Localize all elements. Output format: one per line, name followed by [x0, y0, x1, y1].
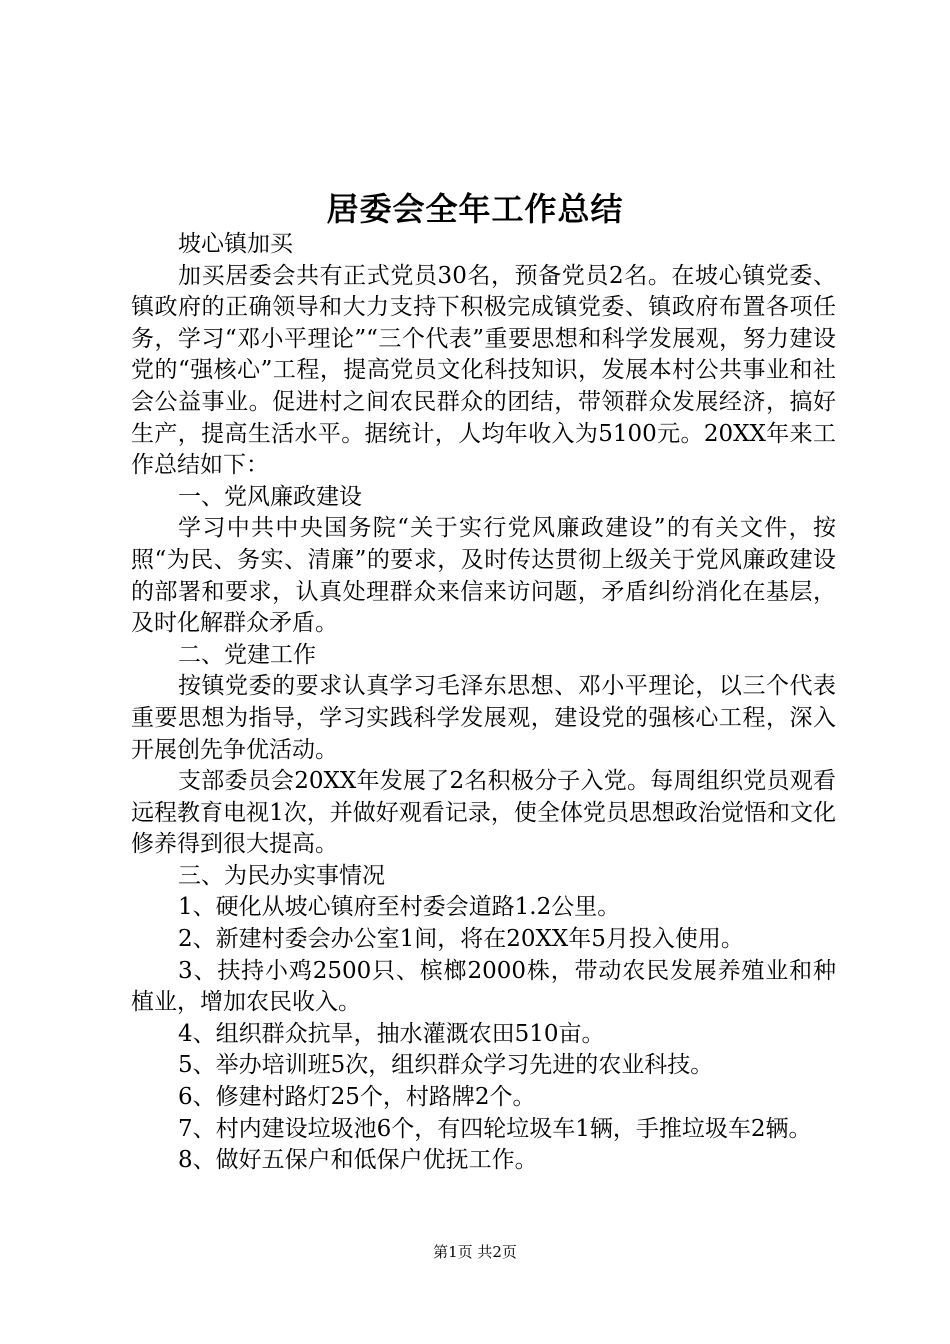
paragraph-section-2b: 支部委员会20XX年发展了2名积极分子入党。每周组织党员观看远程教育电视1次，并做好观看记录，使全体党员思想政治觉悟和文化修养得到很大提高。 — [131, 768, 836, 858]
list-item: 6、修建村路灯25个，村路牌2个。 — [178, 1084, 536, 1111]
paragraph-intro: 加买居委会共有正式党员30名，预备党员2名。在坡心镇党委、镇政府的正确领导和大力支持下积极完成镇党委、镇政府布置各项任务，学习“邓小平理论”“三个代表”重要思想和科学发展观，努力建设党的“强核心”工程，提高党员文化科技知识，发展本村公共事业和社会公益事业。促进村之间农民群众的团结，带领群众发展经济，搞好生产，提高生活水平。据统计，人均年收入为5100元。20XX年来工作总结如下： — [131, 262, 836, 479]
paragraph-section-2a: 按镇党委的要求认真学习毛泽东思想、邓小平理论，以三个代表重要思想为指导，学习实践科学发展观，建设党的强核心工程，深入开展创先争优活动。 — [131, 673, 836, 763]
list-item: 7、村内建设垃圾池6个，有四轮垃圾车1辆，手推垃圾车2辆。 — [178, 1115, 812, 1142]
list-item: 4、组织群众抗旱，抽水灌溉农田510亩。 — [178, 1020, 605, 1047]
list-item: 1、硬化从坡心镇府至村委会道路1.2公里。 — [178, 894, 621, 921]
list-item: 3、扶持小鸡2500只、槟榔2000株，带动农民发展养殖业和种植业，增加农民收入。 — [131, 957, 836, 1016]
document-body — [131, 229, 836, 1177]
document-title: 居委会全年工作总结 — [326, 190, 624, 228]
paragraph-section-1: 学习中共中央国务院“关于实行党风廉政建设”的有关文件，按照“为民、务实、清廉”的要求，及时传达贯彻上级关于党风廉政建设的部署和要求，认真处理群众来信来访问题，矛盾纠纷消化在基层，及时化解群众矛盾。 — [131, 515, 836, 637]
list-item: 2、新建村委会办公室1间，将在20XX年5月投入使用。 — [178, 926, 744, 953]
section-heading-1: 一、党风廉政建设 — [178, 483, 362, 510]
page-number-footer: 第1页 共2页 — [433, 1243, 517, 1261]
section-heading-3: 三、为民办实事情况 — [178, 862, 385, 889]
list-item: 5、举办培训班5次，组织群众学习先进的农业科技。 — [178, 1052, 714, 1079]
paragraph-location: 坡心镇加买 — [178, 231, 293, 257]
list-item: 8、做好五保户和低保户优抚工作。 — [178, 1147, 538, 1174]
section-heading-2: 二、党建工作 — [178, 641, 316, 668]
